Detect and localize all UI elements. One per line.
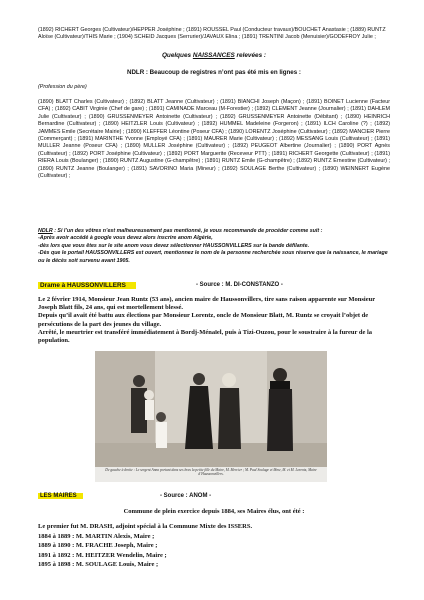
maires-title-wrap [38, 493, 83, 499]
maires-first: Le premier fut M. DRASH, adjoint spécial à la Commune Mixte des ISSERS. [38, 523, 253, 530]
drame-source: - Source : M. DI-CONSTANZO - [196, 282, 283, 288]
maires-source: - Source : ANOM - [160, 493, 212, 499]
drame-paragraph-2: Depuis qu’il avait été battu aux élections par Monsieur Lorentz, oncle de Monsieur Blatt, M. Runtz se croyait l’objet de persécutions de la part des jeunes du village. [38, 312, 369, 328]
historical-photo [95, 351, 327, 467]
drame-title: Drame à HAUSSONVILLERS [38, 282, 136, 289]
maire-entry: 1895 à 1898 : M. SOULAGE Louis, Maire ; [38, 561, 159, 569]
photo-illustration [95, 351, 327, 467]
births-ndlr: NDLR : Beaucoup de registres n’ont pas été mis en lignes : [127, 69, 301, 76]
maires-title: LES MAIRES [38, 493, 83, 499]
maire-entry: 1889 à 1890 : M. FRACHE Joseph, Maire ; [38, 542, 158, 550]
drame-text [38, 296, 390, 345]
maire-entry: 1884 à 1889 : M. MARTIN Alexis, Maire ; [38, 532, 155, 540]
ndlr-note: NDLR : Si l’un des vôtres n’est malheureusement pas mentionné, je vous recommande de procéder comme suit : -Après avoir accédé à google vous devez alors inscrire anom Algérie, -dès lors que vous êtes sur le site anom vous devez sélectionner HAUSSONVILLERS sur la bande défilante. -Dès que le portail HAUSSONVILLERS est ouvert, mentionnez le nom de la personne recherchée sous réserve que la naissance, le mariage ou le décès soit survenu avant 1905. [38, 228, 388, 264]
marriage-line-1: (1892) RICHERT Georges (Cultivateur)/HEPPER Joséphine ; (1891) ROUSSEL Paul (Conducteur travaux)/BOUCHET Anastasie ; (1889) RUNTZ [38, 27, 386, 33]
marriage-line-2: Aloïse (Cultivateur)/THIS Marie ; (1904) SCHEID Jacques (Serrurier)/JAVAUX Elina ; (1891) TRENTINI Jacob (Menuisier)/GODEFROY Julie ; [38, 34, 376, 41]
photo-caption: De gauche à droite : Le sergent Anna portant dans ses bras la petite fille du Maire, M. Mercier ; M. Paul Soulage et Mme, M. et M. Lorentz, Maire d’Haussonvillers. [95, 467, 327, 482]
marriage-list-continuation [38, 27, 390, 42]
drame-paragraph-1: Le 2 février 1914, Monsieur Jean Runtz (53 ans), ancien maire de Haussonvillers, tire sans raison apparente sur Monsieur Joseph Blatt fils, 24 ans, qui est mortellement blessé. [38, 296, 375, 312]
drame-paragraph-3: Arrêté, le meurtrier est transféré immédiatement à Bordj-Ménaïel, puis à Tizi-Ouzou, pour le soustraire à la fureur de la population. [38, 328, 373, 345]
maire-entry: 1891 à 1892 : M. HEITZER Wendelin, Maire ; [38, 551, 167, 559]
births-heading: Quelques NAISSANCES relevées : [161, 52, 267, 59]
maires-list [38, 522, 390, 570]
drame-title-wrap [38, 282, 136, 289]
maires-intro: Commune de plein exercice depuis 1884, ses Maires élus, ont été : [123, 508, 305, 515]
ndlr-label: NDLR [38, 228, 53, 234]
births-list: (1890) BLATT Charles (Cultivateur) ; (1892) BLATT Jeanne (Cultivateur) ; (1891) BIANCHI Joseph (Maçon) ; (1891) BOINET Lucienne (Facteur CFA) ; (1892) CABIT Virginie (Chef de gare) ; (1891) CAMINADE Marceau (M-Forestier) ; (1892) CLEMENT Jeanne (Journalier) ; (1891) DAHLEM Julie (Cultivateur) ; (1890) GRUSSENMEYER Antoinette (Cultivateur) ; (1892) GRUSSENMEYER Antoinette (Débitant) ; (1890) HEINRICH Bernardine (Cultivateur) ; (1890) HEITZLER Louis (Cultivateur) ; (1892) HUMMEL Madeleine (Forgeron) ; (1891) ILCH Caroline (?) ; (1892) JAMMES Emile (Secrétaire Mairie) ; (1890) KLEFFER Léontine (Poseur CFA) ; (1890) LORENTZ Joséphine (Cultivateur) ; (1892) MANCIER Pierre (Commerçant) ; (1891) MARINTHE Yvonne (Employé CFA) ; (1891) MAURER Marie (Cultivateur) ; (1892) MESSANG Louis (Cultivateur) ; (1891) MULLER Jeanne (Poseur CFA) ; (1890) MULLER Joséphine (Cultivateur) ; (1892) PEUGEOT Albertine (Journalier) ; (1890) PORT Agnès (Cultivateur) ; (1892) PORT Joséphine (Cultivateur) ; (1892) PORT Marguerite (Receveur PTT) ; (1891) RICHERT Georgette (Cultivateur) ; (1891) RIERA Louis (Boulanger) ; (1890) RUNTZ Augustine (G-champêtre) ; (1891) RUNTZ Emile (G-champêtre) ; (1892) RUNTZ Ernestine (Cultivateur) ; (1890) RUNTZ Jeanne (Boulanger) ; (1891) SAVORINO Maria (Mineur) ; (1892) SOULAGE Berthe (Cultivateur) ; (1890) WEINNERT Eugène (Cultivateur) ; [38, 99, 390, 180]
profession-note: (Profession du père) [38, 84, 87, 90]
